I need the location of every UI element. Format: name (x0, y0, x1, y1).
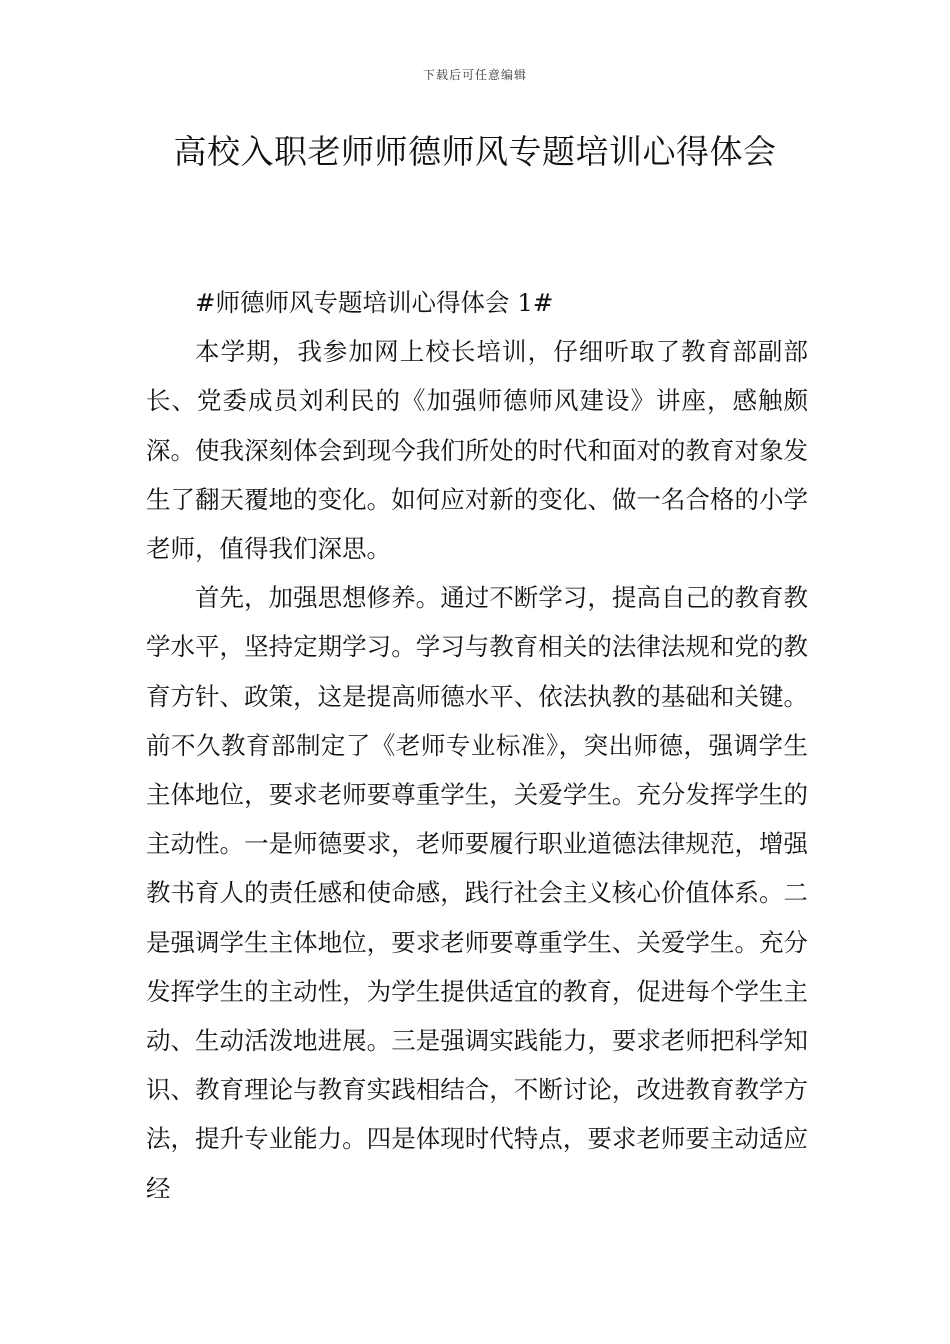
paragraph-2: 首先，加强思想修养。通过不断学习，提高自己的教育教学水平，坚持定期学习。学习与教育相关的法律法规和党的教育方针、政策，这是提高师德水平、依法执教的基础和关键。前不久教育部制定了《老师专业标准》，突出师德，强调学生主体地位，要求老师要尊重学生，关爱学生。充分发挥学生的主动性。一是师德要求，老师要履行职业道德法律规范，增强教书育人的责任感和使命感，践行社会主义核心价值体系。二是强调学生主体地位，要求老师要尊重学生、关爱学生。充分发挥学生的主动性，为学生提供适宜的教育，促进每个学生主动、生动活泼地进展。三是强调实践能力，要求老师把科学知识、教育理论与教育实践相结合，不断讨论，改进教育教学方法，提升专业能力。四是体现时代特点，要求老师要主动适应经 (146, 583, 808, 1203)
paragraph-1: 本学期，我参加网上校长培训，仔细听取了教育部副部长、党委成员刘利民的《加强师德师风建设》讲座，感触颇深。使我深刻体会到现今我们所处的时代和面对的教育对象发生了翻天覆地的变化。如何应对新的变化、做一名合格的小学老师，值得我们深思。 (146, 337, 808, 564)
section-heading: #师德师风专题培训心得体会 1# (195, 288, 554, 317)
header-note: 下载后可任意编辑 (422, 68, 527, 82)
document-body (146, 278, 808, 1213)
document-title: 高校入职老师师德师风专题培训心得体会 (173, 132, 777, 171)
